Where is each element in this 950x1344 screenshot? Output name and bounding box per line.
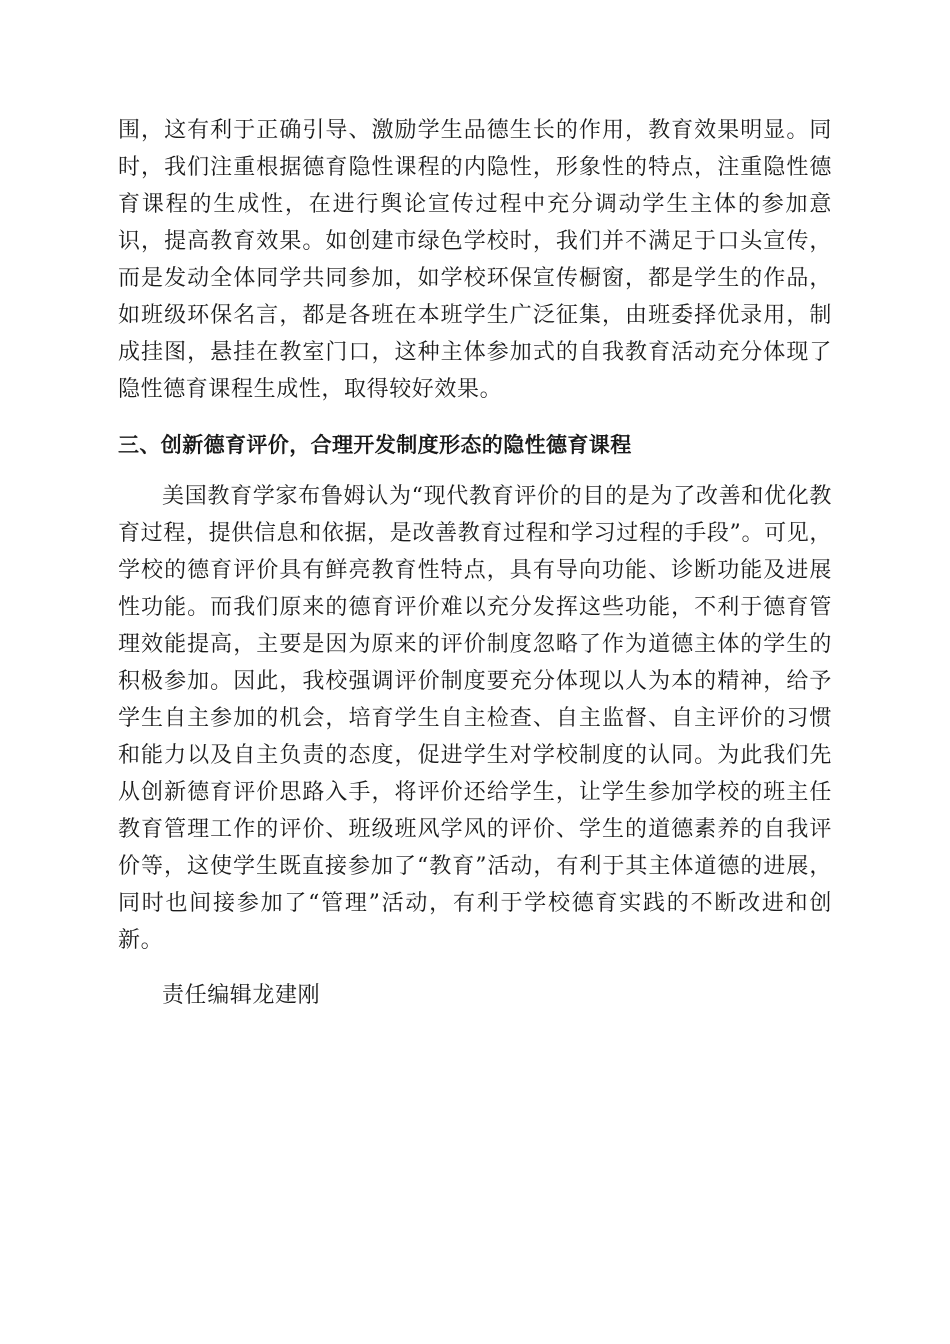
body-paragraph-continued: 围，这有利于正确引导、激励学生品德生长的作用，教育效果明显。同时，我们注重根据德育隐性课程的内隐性，形象性的特点，注重隐性德育课程的生成性，在进行舆论宣传过程中充分调动学生主体的参加意识，提高教育效果。如创建市绿色学校时，我们并不满足于口头宣传，而是发动全体同学共同参加，如学校环保宣传橱窗，都是学生的作品，如班级环保名言，都是各班在本班学生广泛征集，由班委择优录用，制成挂图，悬挂在教室门口，这种主体参加式的自我教育活动充分体现了隐性德育课程生成性，取得较好效果。	[118, 118, 832, 402]
editor-credit: 责任编辑龙建刚	[162, 983, 321, 1008]
document-page	[118, 112, 832, 1014]
body-paragraph-evaluation: 美国教育学家布鲁姆认为“现代教育评价的目的是为了改善和优化教育过程，提供信息和依据，是改善教育过程和学习过程的手段”。可见，学校的德育评价具有鲜亮教育性特点，具有导向功能、诊断功能及进展性功能。而我们原来的德育评价难以充分发挥这些功能，不利于德育管理效能提高，主要是因为原来的评价制度忽略了作为道德主体的学生的积极参加。因此，我校强调评价制度要充分体现以人为本的精神，给予学生自主参加的机会，培育学生自主检查、自主监督、自主评价的习惯和能力以及自主负责的态度，促进学生对学校制度的认同。为此我们先从创新德育评价思路入手，将评价还给学生，让学生参加学校的班主任教育管理工作的评价、班级班风学风的评价、学生的道德素养的自我评价等，这使学生既直接参加了“教育”活动，有利于其主体道德的进展，同时也间接参加了“管理”活动，有利于学校德育实践的不断改进和创新。	[118, 484, 832, 953]
section-heading: 三、创新德育评价，合理开发制度形态的隐性德育课程	[118, 433, 632, 457]
